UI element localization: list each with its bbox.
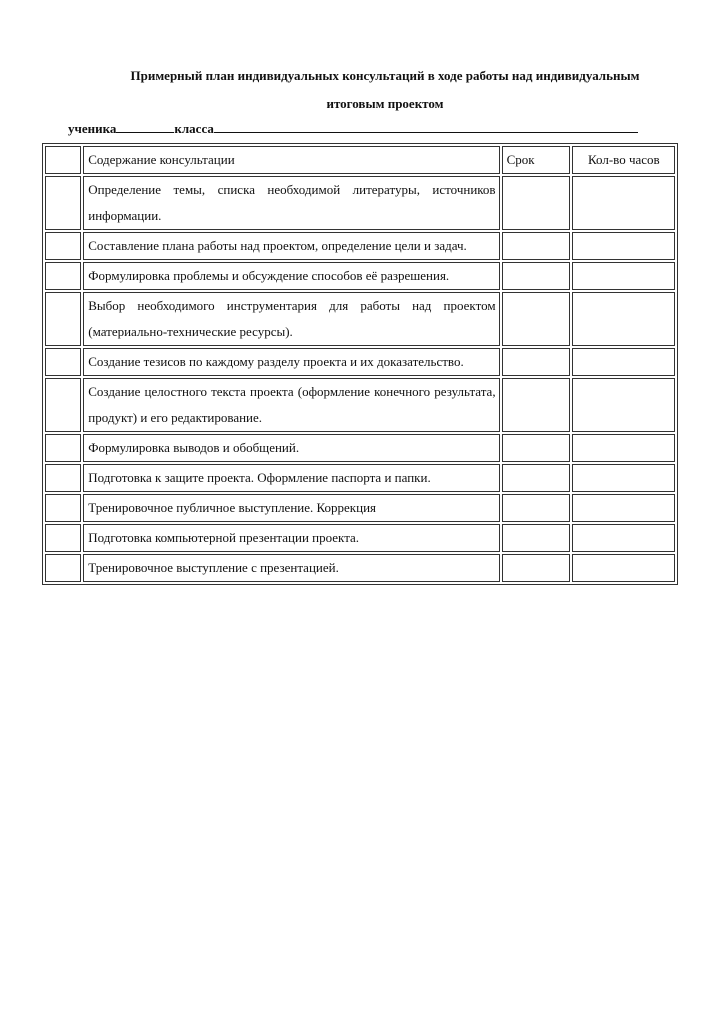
row-term-cell[interactable]	[502, 464, 570, 492]
table-row	[45, 348, 675, 376]
table-row	[45, 494, 675, 522]
row-content-cell: Тренировочное выступление с презентацией.	[83, 554, 499, 582]
header-number-cell	[45, 146, 81, 174]
title-line-1: Примерный план индивидуальных консультаций в ходе работы над индивидуальным	[130, 68, 640, 83]
table-row	[45, 292, 675, 346]
header-hours-cell: Кол-во часов	[572, 146, 675, 174]
row-number-cell	[45, 348, 81, 376]
table-row	[45, 232, 675, 260]
row-number-cell	[45, 524, 81, 552]
consultation-plan-table	[42, 143, 678, 585]
table-row	[45, 524, 675, 552]
header-term-cell: Срок	[502, 146, 570, 174]
row-number-cell	[45, 176, 81, 230]
row-content-cell: Создание тезисов по каждому разделу проекта и их доказательство.	[83, 348, 499, 376]
class-blank	[214, 119, 638, 133]
row-number-cell	[45, 378, 81, 432]
row-hours-cell[interactable]	[572, 292, 675, 346]
row-hours-cell[interactable]	[572, 378, 675, 432]
row-content-cell: Формулировка выводов и обобщений.	[83, 434, 499, 462]
row-content-cell: Подготовка к защите проекта. Оформление паспорта и папки.	[83, 464, 499, 492]
row-number-cell	[45, 464, 81, 492]
row-content-cell: Подготовка компьютерной презентации проекта.	[83, 524, 499, 552]
row-term-cell[interactable]	[502, 292, 570, 346]
row-number-cell	[45, 292, 81, 346]
row-content-cell: Формулировка проблемы и обсуждение способов её разрешения.	[83, 262, 499, 290]
class-label: класса	[174, 121, 214, 136]
table-row	[45, 464, 675, 492]
row-term-cell[interactable]	[502, 378, 570, 432]
student-blank	[116, 119, 174, 133]
student-class-line	[68, 119, 638, 137]
row-number-cell	[45, 262, 81, 290]
document-title	[60, 62, 710, 118]
row-hours-cell[interactable]	[572, 554, 675, 582]
row-content-cell: Тренировочное публичное выступление. Коррекция	[83, 494, 499, 522]
table-row	[45, 176, 675, 230]
row-content-cell: Выбор необходимого инструментария для работы над проектом (материально-технические ресурсы).	[83, 292, 499, 346]
row-number-cell	[45, 554, 81, 582]
row-number-cell	[45, 434, 81, 462]
row-term-cell[interactable]	[502, 554, 570, 582]
row-term-cell[interactable]	[502, 176, 570, 230]
student-label: ученика	[68, 121, 117, 136]
row-term-cell[interactable]	[502, 524, 570, 552]
table-header-row	[45, 146, 675, 174]
row-term-cell[interactable]	[502, 232, 570, 260]
table-row	[45, 378, 675, 432]
row-number-cell	[45, 232, 81, 260]
row-hours-cell[interactable]	[572, 262, 675, 290]
row-term-cell[interactable]	[502, 348, 570, 376]
row-term-cell[interactable]	[502, 494, 570, 522]
row-hours-cell[interactable]	[572, 524, 675, 552]
row-content-cell: Создание целостного текста проекта (оформление конечного результата, продукт) и его редактирование.	[83, 378, 499, 432]
table-row	[45, 434, 675, 462]
row-hours-cell[interactable]	[572, 176, 675, 230]
title-line-2: итоговым проектом	[326, 96, 444, 111]
row-content-cell: Определение темы, списка необходимой литературы, источников информации.	[83, 176, 499, 230]
row-content-cell: Составление плана работы над проектом, определение цели и задач.	[83, 232, 499, 260]
row-hours-cell[interactable]	[572, 434, 675, 462]
row-hours-cell[interactable]	[572, 232, 675, 260]
table-row	[45, 554, 675, 582]
row-hours-cell[interactable]	[572, 348, 675, 376]
row-hours-cell[interactable]	[572, 464, 675, 492]
table-row	[45, 262, 675, 290]
row-number-cell	[45, 494, 81, 522]
row-term-cell[interactable]	[502, 434, 570, 462]
row-term-cell[interactable]	[502, 262, 570, 290]
header-content-cell: Содержание консультации	[83, 146, 499, 174]
row-hours-cell[interactable]	[572, 494, 675, 522]
